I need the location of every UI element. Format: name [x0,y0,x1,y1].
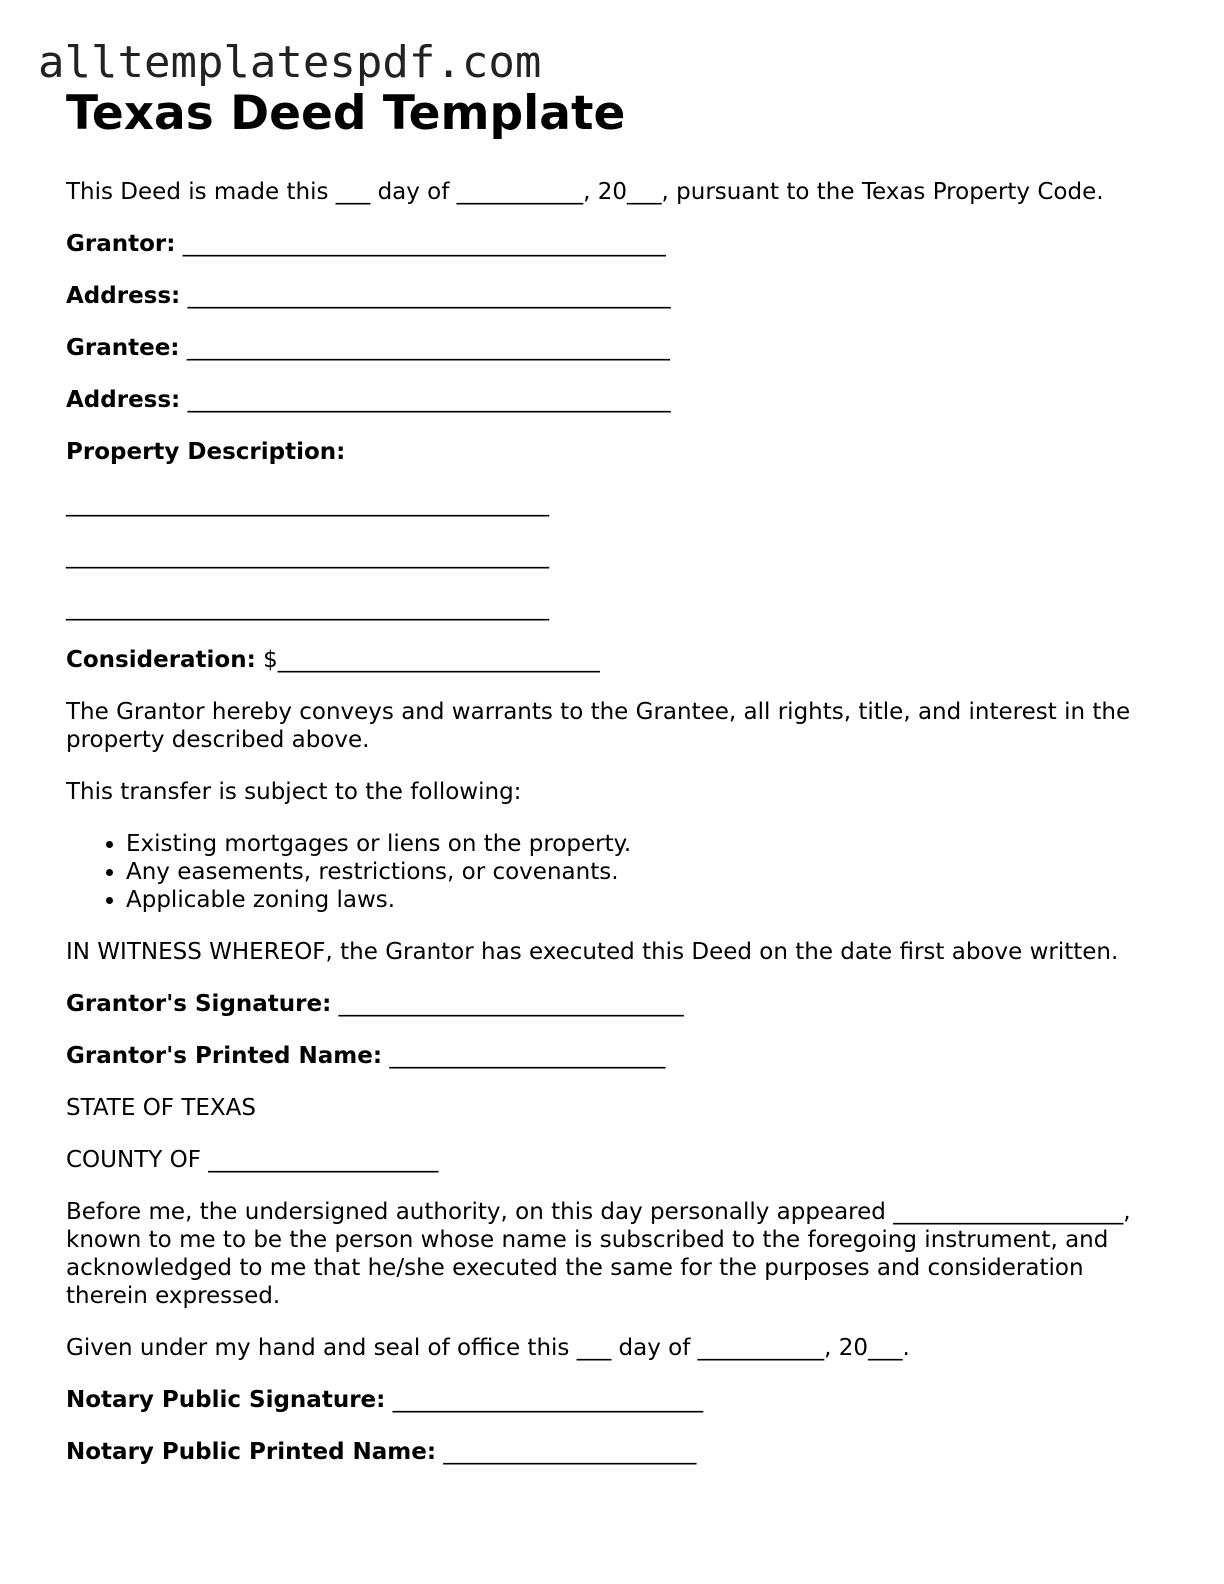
grantor-printed-name-field [66,1042,1166,1070]
acknowledgment-paragraph: Before me, the undersigned authority, on this day personally appeared ____________________, known to me to be the person whose name is subscribed to the foregoing instrument, and acknowledged to me that he/she executed the same for the purposes and consideration therein expressed. [66,1199,1138,1309]
given-under-hand-line: Given under my hand and seal of office this ___ day of ___________, 20___. [66,1335,910,1361]
list-item: • Existing mortgages or liens on the property. [126,830,1166,858]
grantor-address-field [66,282,1166,310]
intro-paragraph: This Deed is made this ___ day of ___________, 20___, pursuant to the Texas Property Code. [66,179,1104,205]
grantor-address-blank[interactable]: __________________________________________ [187,283,671,309]
grantor-signature-label: Grantor's Signature: [66,991,332,1017]
notary-signature-blank[interactable]: ___________________________ [392,1387,704,1413]
property-description-line[interactable]: __________________________________________ [66,491,549,517]
consideration-label: Consideration: [66,647,256,673]
consideration-blank[interactable]: $____________________________ [263,647,600,673]
subject-intro: This transfer is subject to the following: [66,779,522,805]
notary-printed-name-label: Notary Public Printed Name: [66,1439,437,1465]
property-description-label: Property Description: [66,439,346,465]
watermark: alltemplatespdf.com [38,37,542,88]
list-item: • Applicable zoning laws. [126,886,1166,914]
grantor-printed-name-blank[interactable]: ________________________ [389,1043,666,1069]
page-title: Texas Deed Template [66,86,626,141]
grantor-field [66,230,1166,258]
grantee-address-blank[interactable]: __________________________________________ [187,387,671,413]
notary-printed-name-blank[interactable]: ______________________ [443,1439,697,1465]
notary-signature-label: Notary Public Signature: [66,1387,386,1413]
grantee-field [66,334,1166,362]
grantor-signature-field [66,990,1166,1018]
property-description-line[interactable]: __________________________________________ [66,543,549,569]
grantee-label: Grantee: [66,335,180,361]
grantee-address-field [66,386,1166,414]
consideration-field [66,646,1166,674]
grantor-blank[interactable]: __________________________________________ [182,231,666,257]
notary-printed-name-field [66,1438,1166,1466]
subject-list [66,830,1166,914]
grantee-blank[interactable]: __________________________________________ [186,335,670,361]
property-description-line[interactable]: __________________________________________ [66,595,549,621]
county-line[interactable]: COUNTY OF ____________________ [66,1147,439,1173]
grantor-printed-name-label: Grantor's Printed Name: [66,1043,383,1069]
grantor-signature-blank[interactable]: ______________________________ [338,991,684,1017]
grantor-address-label: Address: [66,283,181,309]
deed-document [66,86,1166,1466]
grantee-address-label: Address: [66,387,181,413]
conveyance-paragraph: The Grantor hereby conveys and warrants to the Grantee, all rights, title, and interest in the property described above. [66,699,1138,753]
list-item: • Any easements, restrictions, or covenants. [126,858,1166,886]
grantor-label: Grantor: [66,231,176,257]
state-line: STATE OF TEXAS [66,1095,257,1121]
notary-signature-field [66,1386,1166,1414]
witness-paragraph: IN WITNESS WHEREOF, the Grantor has executed this Deed on the date first above written. [66,939,1119,965]
